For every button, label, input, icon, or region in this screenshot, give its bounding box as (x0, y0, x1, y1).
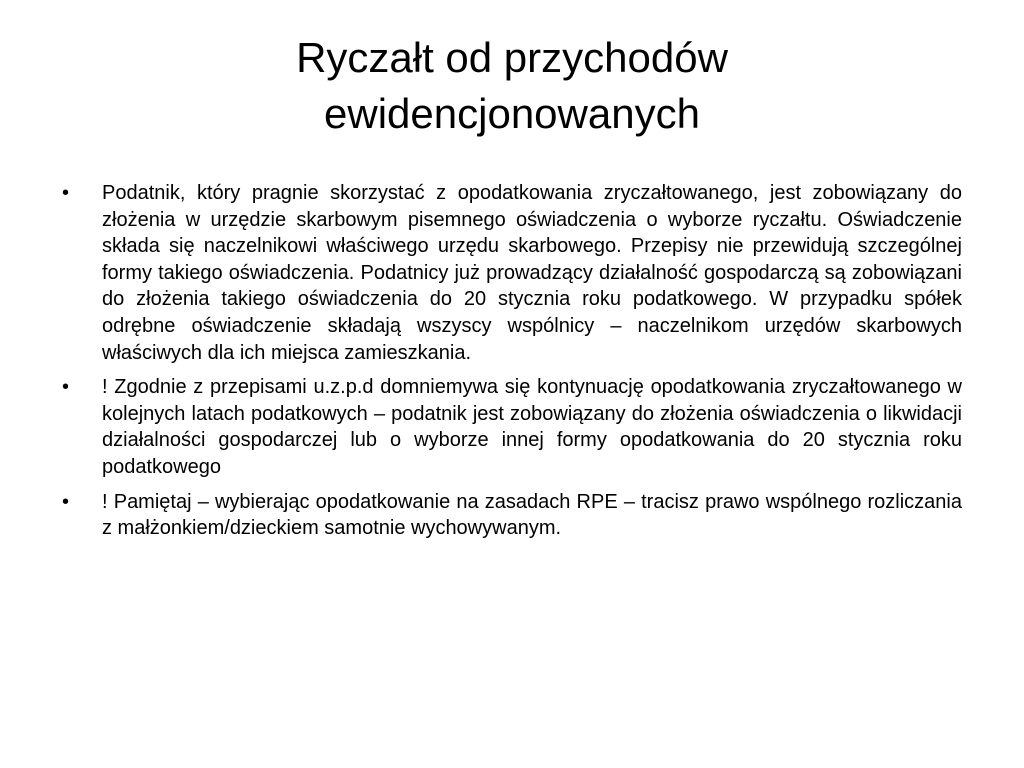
bullet-item (62, 374, 962, 480)
bullet-text: Podatnik, który pragnie skorzystać z opodatkowania zryczałtowanego, jest zobowiązany do złożenia w urzędzie skarbowym pisemnego oświadczenia o wyborze ryczałtu. Oświadczenie składa się naczelnikowi właściwego urzędu skarbowego. Przepisy nie przewidują szczególnej formy takiego oświadczenia. Podatnicy już prowadzący działalność gospodarczą są zobowiązani do złożenia takiego oświadczenia do 20 stycznia roku podatkowego. W przypadku spółek odrębne oświadczenie składają wszyscy wspólnicy – naczelnikom urzędów skarbowych właściwych dla ich miejsca zamieszkania. (102, 182, 962, 364)
bullet-item (62, 489, 962, 542)
bullet-point-icon: • (62, 182, 70, 204)
bullet-text: ! Pamiętaj – wybierając opodatkowanie na zasadach RPE – tracisz prawo wspólnego rozliczania z małżonkiem/dzieckiem samotnie wychowywanym. (102, 490, 962, 540)
bullet-text: ! Zgodnie z przepisami u.z.p.d domniemywa się kontynuację opodatkowania zryczałtowanego w kolejnych latach podatkowych – podatnik jest zobowiązany do złożenia oświadczenia o likwidacji działalności gospodarczej lub o wyborze innej formy opodatkowania do 20 stycznia roku podatkowego (102, 376, 962, 478)
bullet-item (62, 180, 962, 366)
bullet-list (62, 180, 962, 550)
bullet-point-icon: • (62, 376, 70, 399)
bullet-point-icon: • (62, 490, 70, 513)
slide-title: Ryczałt od przychodów ewidencjonowanych (296, 34, 728, 137)
